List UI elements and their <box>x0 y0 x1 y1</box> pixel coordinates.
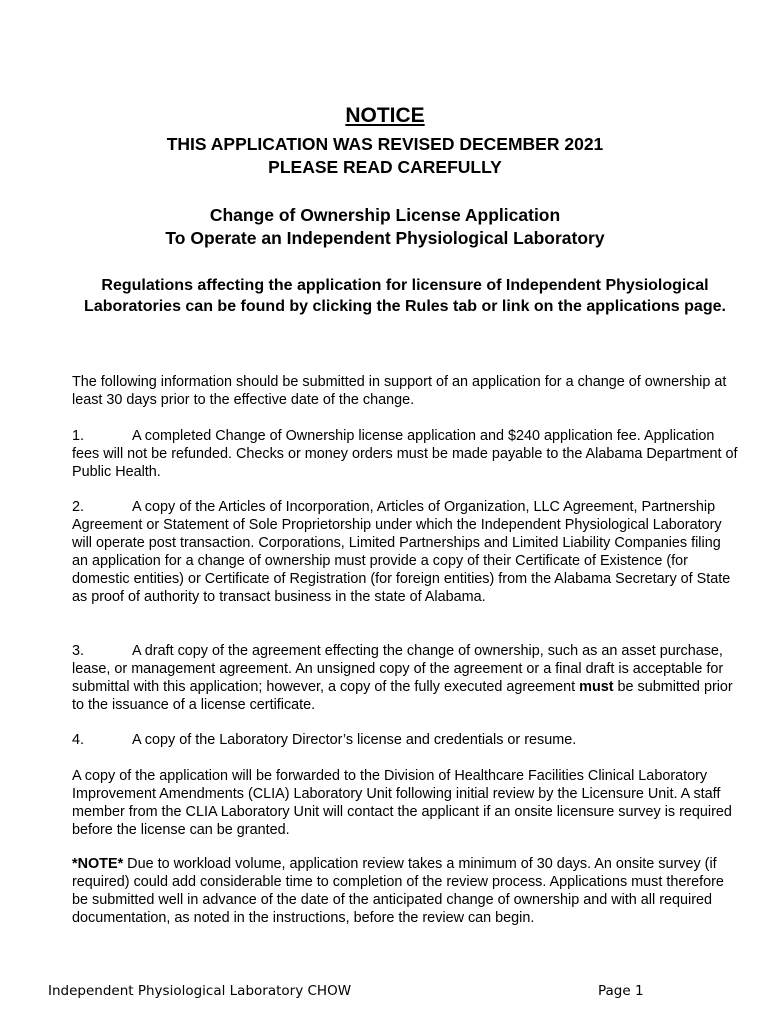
list-item <box>72 427 740 481</box>
emphasis-must: must <box>579 679 614 695</box>
list-item-text: A copy of the Laboratory Director’s license and credentials or resume. <box>132 732 577 748</box>
list-item <box>72 498 740 606</box>
revision-notice: THIS APPLICATION WAS REVISED DECEMBER 2021 <box>166 134 604 154</box>
note-paragraph <box>72 855 740 927</box>
list-item-text-end: be submitted prior to the issuance of a license certificate. <box>72 679 733 713</box>
list-item-text: A draft copy of the agreement effecting the change of ownership, such as an asset purchase, lease, or management agreement. An unsigned copy of the agreement or a final draft is acceptable for submittal with this application; however, a copy of the fully executed agreement <box>72 643 724 695</box>
list-item-text: A completed Change of Ownership license application and $240 application fee. Application fees will not be refunded. Checks or money orders must be made payable to the Alabama Department of Public Health. <box>72 428 738 480</box>
list-item-number: 2. <box>72 499 85 515</box>
note-text: Due to workload volume, application review takes a minimum of 30 days. An onsite survey (if required) could add considerable time to completion of the review process. Applications must therefore be submitted well in advance of the date of the anticipated change of ownership and with all required documentation, as noted in the instructions, before the review can begin. <box>72 856 724 926</box>
list-item-number: 3. <box>72 643 85 659</box>
footer-document-name: Independent Physiological Laboratory CHOW <box>48 983 352 999</box>
note-label: *NOTE* <box>72 856 124 872</box>
list-item-number: 4. <box>72 732 85 748</box>
notice-title: NOTICE <box>345 104 425 127</box>
list-item <box>72 731 740 749</box>
application-title-line1: Change of Ownership License Application <box>209 205 561 225</box>
application-title-line2: To Operate an Independent Physiological Laboratory <box>165 228 605 248</box>
read-carefully-notice: PLEASE READ CAREFULLY <box>268 157 502 177</box>
list-item <box>72 642 740 714</box>
list-item-number: 1. <box>72 428 85 444</box>
intro-paragraph: The following information should be submitted in support of an application for a change of ownership at least 30 days prior to the effective date of the change. <box>72 374 727 408</box>
regulations-notice: Regulations affecting the application for licensure of Independent Physiological Laboratories can be found by clicking the Rules tab or link on the applications page. <box>84 277 726 315</box>
forwarding-paragraph: A copy of the application will be forwarded to the Division of Healthcare Facilities Clinical Laboratory Improvement Amendments (CLIA) Laboratory Unit following initial review by the Licensure Unit. A staff member from the CLIA Laboratory Unit will contact the applicant if an onsite licensure survey is required before the license can be granted. <box>72 768 732 838</box>
list-item-text: A copy of the Articles of Incorporation, Articles of Organization, LLC Agreement, Partnership Agreement or Statement of Sole Proprietorship under which the Independent Physiological Laboratory will operate post transaction. Corporations, Limited Partnerships and Limited Liability Companies filing an application for a change of ownership must provide a copy of their Certificate of Existence (for domestic entities) or Certificate of Registration (for foreign entities) from the Alabama Secretary of State as proof of authority to transact business in the state of Alabama. <box>72 499 731 605</box>
footer-page-number: Page 1 <box>598 983 644 999</box>
